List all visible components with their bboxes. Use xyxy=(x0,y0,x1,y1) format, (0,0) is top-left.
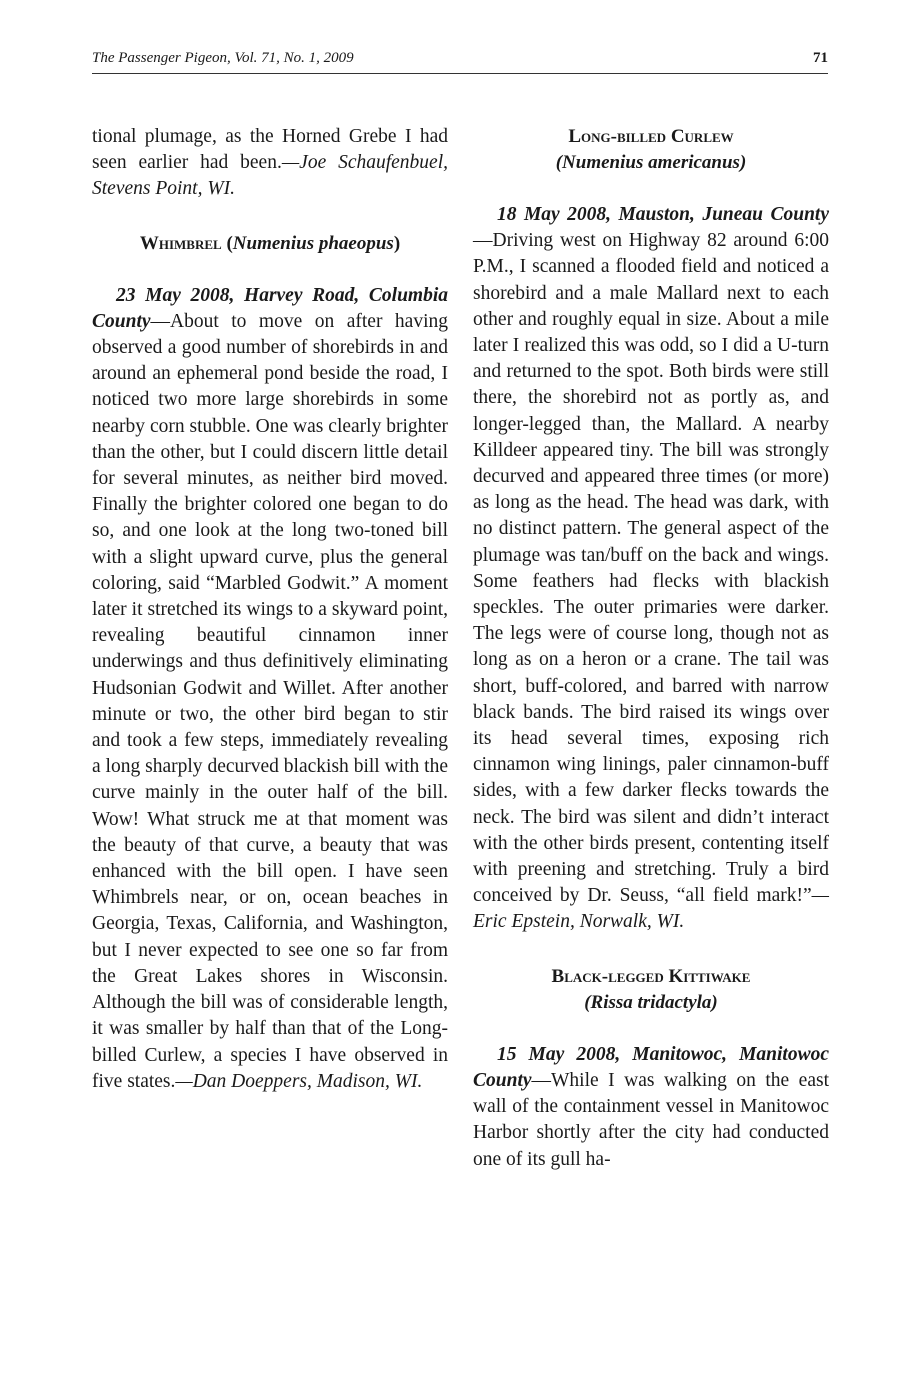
whimbrel-common-name: Whimbrel xyxy=(139,232,222,254)
left-column xyxy=(92,124,448,1095)
whimbrel-scientific-name: Numenius phaeopus xyxy=(232,232,394,254)
curlew-account xyxy=(473,202,829,936)
kittiwake-common-name: Black-legged Kittiwake xyxy=(551,965,751,987)
curlew-heading xyxy=(473,124,829,176)
kittiwake-dateline: 15 May 2008, Manitowoc, Manitowoc County xyxy=(473,1043,829,1091)
whimbrel-dateline: 23 May 2008, Harvey Road, Columbia County xyxy=(92,284,448,332)
continuation-text: tional plumage, as the Horned Grebe I had seen earlier had been. xyxy=(92,126,448,174)
curlew-common-name: Long-billed Curlew xyxy=(568,126,734,147)
right-column xyxy=(473,124,829,1173)
kittiwake-body: —While I was walking on the east wall of the containment vessel in Manitowoc Harbor shortly after the city had conducted one of its gull ha- xyxy=(473,1069,829,1170)
curlew-signature: —Eric Epstein, Norwalk, WI. xyxy=(473,885,829,933)
journal-citation: The Passenger Pigeon, Vol. 71, No. 1, 2009 xyxy=(92,50,354,66)
whimbrel-paren-open: ( xyxy=(226,232,233,254)
whimbrel-account xyxy=(92,283,448,1095)
whimbrel-paren-close: ) xyxy=(393,232,401,254)
kittiwake-account xyxy=(473,1042,829,1173)
curlew-body: —Driving west on Highway 82 around 6:00 P.M., I scanned a flooded field and noticed a shorebird and a male Mallard next to each other and roughly equal in size. About a mile later I realized this was odd, so I did a U-turn and returned to the spot. Both birds were still there, the shorebird not as portly as, and longer-legged than, the Mallard. A nearby Killdeer appeared tiny. The bill was strongly decurved and appeared three times (or more) as long as the head. The head was dark, with no distinct pattern. The general aspect of the plumage was tan/buff on the back and wings. Some feathers had flecks with blackish speckles. The outer primaries were darker. The legs were of course long, though not as long as on a heron or a crane. The tail was short, buff-colored, and barred with narrow black bands. The bird raised its wings over its head several times, exposing rich cinnamon wing linings, paler cinnamon-buff sides, with a few darker flecks towards the neck. The bird was silent and didn’t interact with the other birds present, contenting itself with preening and stretching. Truly a bird conceived by Dr. Seuss, “all field mark!” xyxy=(473,230,829,907)
curlew-scientific-name: (Numenius americanus) xyxy=(555,152,747,173)
continuation-paragraph xyxy=(92,124,448,203)
continuation-signature: —Joe Schaufenbuel, Stevens Point, WI. xyxy=(92,152,448,200)
whimbrel-heading xyxy=(92,231,448,257)
kittiwake-scientific-name: (Rissa tridactyla) xyxy=(584,991,718,1013)
curlew-dateline: 18 May 2008, Mauston, Juneau County xyxy=(497,204,829,225)
page-number: 71 xyxy=(813,50,828,66)
kittiwake-heading xyxy=(473,964,829,1016)
running-header xyxy=(92,50,828,74)
whimbrel-signature: —Dan Doeppers, Madison, WI. xyxy=(175,1070,423,1092)
whimbrel-body: —About to move on after having observed a good number of shorebirds in and around an ephemeral pond beside the road, I noticed two more large shorebirds in some nearby corn stubble. One was clearly brighter than the other, but I could discern little detail for several minutes, as neither bird moved. Finally the brighter colored one began to do so, and one look at the long two-toned bill with a slight upward curve, plus the general coloring, said “Marbled Godwit.” A moment later it stretched its wings to a skyward point, revealing beautiful cinnamon inner underwings and thus definitively eliminating Hudsonian Godwit and Willet. After another minute or two, the other bird began to stir and took a few steps, immediately revealing a long sharply decurved blackish bill with the curve mainly in the outer half of the bill. Wow! What struck me at that moment was the beauty of that curve, a beauty that was enhanced with the bill open. I have seen Whimbrels near, or on, ocean beaches in Georgia, Texas, California, and Washington, but I never expected to see one so far from the Great Lakes shores in Wisconsin. Although the bill was of considerable length, it was smaller by half than that of the Long-billed Curlew, a species I have observed in five states. xyxy=(92,310,448,1092)
